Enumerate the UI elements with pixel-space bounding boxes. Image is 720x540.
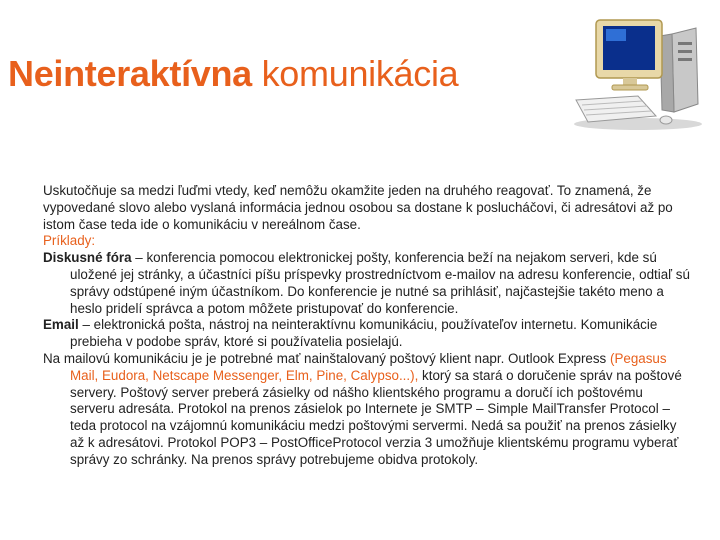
mail-client-paragraph xyxy=(43,351,691,469)
email-text: – elektronická pošta, nástroj na neinteraktívnu komunikáciu, používateľov internetu. Komunikácie prebieha v podobe správ, ktoré si používatelia posielajú. xyxy=(70,317,658,350)
forum-term: Diskusné fóra xyxy=(43,250,132,266)
mail-clients: (Pegasus Mail, Eudora, Netscape Messenger, Elm, Pine, Calypso...), xyxy=(70,350,667,383)
forum-text: – konferencia pomocou elektronickej pošty, konferencia beží na nejakom serveri, kde sú uložené jej stránky, a účastníci píšu príspevky prostredníctvom e-mailov na adresu konferencie, odtiaľ sú správy odstúpené iným účastníkom. Do konferencie je nutné sa prihlásiť, najčastejšie takéto meno a heslo pridelí správca a potom môžete pristupovať do konferencie. xyxy=(70,250,690,316)
email-term: Email xyxy=(43,317,79,333)
computer-icon xyxy=(568,12,706,132)
forum-paragraph xyxy=(43,250,691,317)
mail-text-1: Na mailovú komunikáciu je je potrebné mať nainštalovaný poštový klient napr. Outlook Express xyxy=(43,350,610,366)
intro-paragraph: Uskutočňuje sa medzi ľuďmi vtedy, keď nemôžu okamžite jeden na druhého reagovať. To znamená, že vypovedané slovo alebo vyslaná informácia jednou osobou sa dostane k poslucháčovi, či adresátovi až po istom čase teda ide o komunikáciu v nereálnom čase. xyxy=(43,183,673,232)
examples-label: Príklady: xyxy=(43,233,96,249)
mail-text-2: ktorý sa stará o doručenie správ na poštové servery. Poštový server preberá zásielky od nášho klientského programu a doručí ich poštovému serveru adresáta. Protokol na prenos zásielok po Internete je SMTP – Simple MailTransfer Protocol – teda protocol na vzájomnú komunikáciu medzi poštovými servermi. Nedá sa použiť na prenos zásielky až k adresátovi. Protokol POP3 – PostOfficeProtocol verzia 3 umožňuje klientskému programu vyberať správy zo schránky. Na prenos správy potrebujeme obidva protokoly. xyxy=(70,367,682,467)
email-paragraph xyxy=(43,317,691,351)
slide-content xyxy=(43,183,691,469)
title-rest: komunikácia xyxy=(251,53,459,94)
title-bold: Neinteraktívna xyxy=(8,53,252,94)
slide-title xyxy=(8,52,458,96)
